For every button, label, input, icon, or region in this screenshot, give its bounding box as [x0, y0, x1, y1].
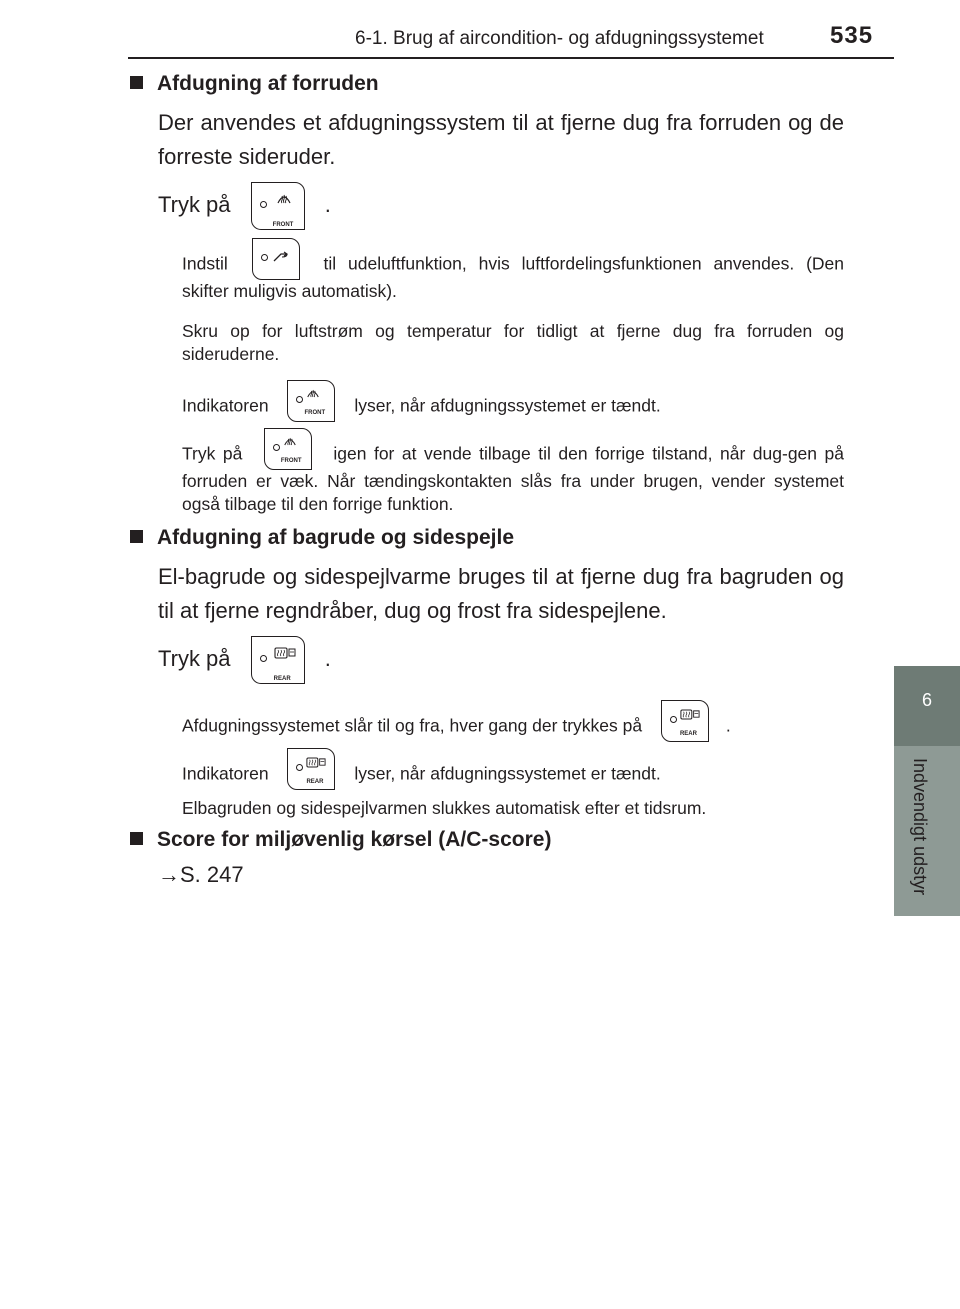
indicator-light-icon — [670, 716, 677, 723]
rear-defog-indicator: REAR — [287, 748, 335, 790]
indicator-light-icon — [260, 655, 267, 662]
indicator-light-icon — [296, 396, 303, 403]
heading-marker-icon — [130, 530, 143, 543]
indicator-light-icon — [296, 764, 303, 771]
note-toggle: Afdugningssystemet slår til og fra, hver gang der trykkes på REAR . — [182, 712, 844, 742]
rear-defogger-icon — [680, 709, 700, 720]
outside-air-button[interactable] — [252, 238, 300, 280]
rear-defogger-icon — [306, 757, 326, 768]
indicator-light-icon — [273, 444, 280, 451]
front-defogger-icon — [276, 193, 292, 205]
section-intro: El-bagrude og sidespejlvarme bruges til at fjerne dug fra bagruden og til at fjerne regndråber, dug og frost fra sidespejlene. — [158, 564, 844, 623]
section-heading-ac-score: Score for miljøvenlig kørsel (A/C-score) — [130, 828, 551, 852]
press-instruction: Tryk på REAR . — [158, 636, 844, 684]
note-indicator-rear: Indikatoren REAR lyser, når afdugningssystemet er tændt. — [182, 760, 844, 790]
note-increase-airflow: Skru op for luftstrøm og temperatur for tidligt at fjerne dug fra forruden og sideruderne. — [182, 321, 844, 364]
header-rule — [128, 57, 894, 59]
front-defog-button[interactable]: FRONT — [264, 428, 312, 470]
section-heading-rear-defog: Afdugning af bagrude og sidespejle — [130, 526, 514, 550]
press-instruction: Tryk på FRONT . — [158, 182, 844, 230]
rear-defogger-icon — [274, 647, 296, 659]
section-heading-front-defog: Afdugning af forruden — [130, 72, 379, 96]
section-intro: Der anvendes et afdugningssystem til at fjerne dug fra forruden og de forreste sideruder. — [158, 110, 844, 169]
indicator-light-icon — [261, 254, 268, 261]
heading-marker-icon — [130, 76, 143, 89]
indicator-light-icon — [260, 201, 267, 208]
heading-marker-icon — [130, 832, 143, 845]
front-defog-indicator: FRONT — [287, 380, 335, 422]
rear-defog-button[interactable]: REAR — [661, 700, 709, 742]
outside-air-icon — [272, 251, 290, 263]
front-defogger-icon — [283, 436, 297, 447]
note-outside-air: Indstil til udeluftfunktion, hvis luftfordelingsfunktionen anvendes. (Den skifter muligvis automatisk). — [182, 250, 844, 303]
chapter-tab-number[interactable]: 6 — [894, 666, 960, 746]
page-number: 535 — [830, 22, 874, 49]
front-defog-button[interactable]: FRONT — [251, 182, 305, 230]
note-return-previous: Tryk på FRONT igen for at vende tilbage til den forrige tilstand, når dug-gen på forruden er væk. Når tændingskontakten slås fra under brugen, vender systemet også tilbage til den forrige funktion. — [182, 440, 844, 516]
section-title: 6-1. Brug af aircondition- og afdugningssystemet — [355, 28, 764, 49]
note-auto-off: Elbagruden og sidespejlvarmen slukkes automatisk efter et tidsrum. — [182, 798, 707, 818]
note-indicator-front: Indikatoren FRONT lyser, når afdugningssystemet er tændt. — [182, 392, 844, 422]
rear-defog-button[interactable]: REAR — [251, 636, 305, 684]
page-reference-link[interactable]: →S. 247 — [158, 862, 244, 887]
chapter-tab-title: Indvendigt udstyr — [910, 758, 930, 896]
front-defogger-icon — [306, 388, 320, 399]
